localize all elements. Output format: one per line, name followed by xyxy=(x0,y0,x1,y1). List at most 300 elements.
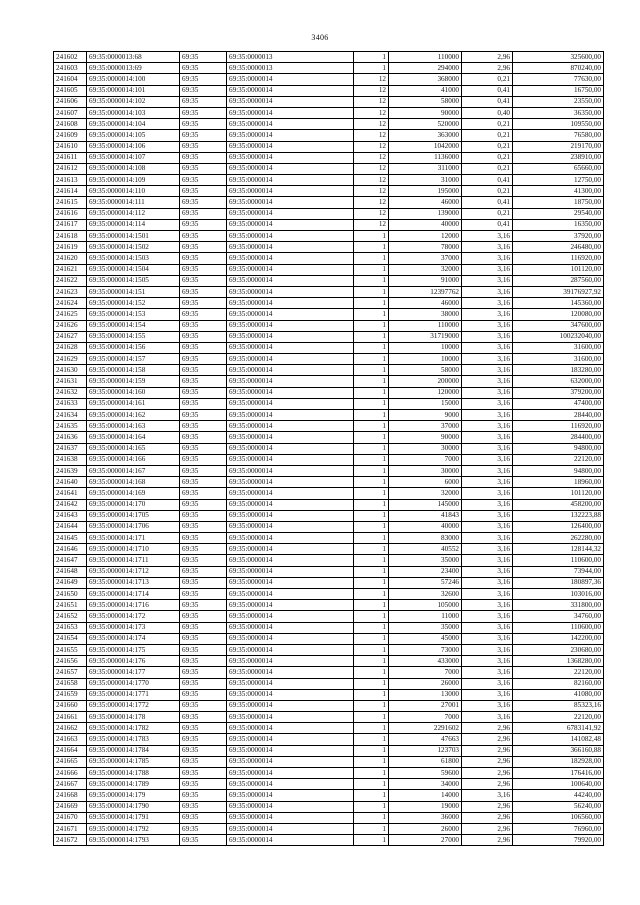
table-row xyxy=(54,700,604,711)
category-cell: 1 xyxy=(354,52,389,63)
region-code-cell: 69:35 xyxy=(180,163,227,174)
table-row xyxy=(54,779,604,790)
area-cell: 61800 xyxy=(389,756,462,767)
row-number-cell: 241648 xyxy=(54,566,87,577)
area-cell: 12397762 xyxy=(389,286,462,297)
row-number-cell: 241617 xyxy=(54,219,87,230)
row-number-cell: 241613 xyxy=(54,175,87,186)
area-cell: 30000 xyxy=(389,443,462,454)
region-code-cell: 69:35 xyxy=(180,633,227,644)
region-code-cell: 69:35 xyxy=(180,152,227,163)
area-cell: 35000 xyxy=(389,622,462,633)
cadastral-number-cell: 69:35:0000014:1783 xyxy=(87,734,180,745)
area-cell: 363000 xyxy=(389,130,462,141)
area-cell: 59600 xyxy=(389,768,462,779)
category-cell: 1 xyxy=(354,577,389,588)
region-code-cell: 69:35 xyxy=(180,756,227,767)
cadastral-value-cell: 18750,00 xyxy=(513,197,604,208)
area-cell: 41843 xyxy=(389,510,462,521)
row-number-cell: 241631 xyxy=(54,376,87,387)
table-row xyxy=(54,577,604,588)
area-cell: 1042000 xyxy=(389,141,462,152)
region-code-cell: 69:35 xyxy=(180,175,227,186)
cadastral-number-cell: 69:35:0000014:102 xyxy=(87,96,180,107)
category-cell: 12 xyxy=(354,175,389,186)
region-code-cell: 69:35 xyxy=(180,298,227,309)
category-cell: 1 xyxy=(354,700,389,711)
cadastral-value-cell: 109550,00 xyxy=(513,119,604,130)
area-cell: 37000 xyxy=(389,421,462,432)
rate-cell: 3,16 xyxy=(462,398,513,409)
category-cell: 1 xyxy=(354,533,389,544)
cadastral-value-cell: 128144,32 xyxy=(513,544,604,555)
table-row xyxy=(54,801,604,812)
rate-cell: 3,16 xyxy=(462,342,513,353)
row-number-cell: 241646 xyxy=(54,544,87,555)
table-row xyxy=(54,432,604,443)
cadastral-value-cell: 238910,00 xyxy=(513,152,604,163)
cadastral-block-cell: 69:35:0000014 xyxy=(227,656,354,667)
row-number-cell: 241625 xyxy=(54,309,87,320)
table-row xyxy=(54,521,604,532)
category-cell: 12 xyxy=(354,186,389,197)
cadastral-block-cell: 69:35:0000014 xyxy=(227,510,354,521)
table-row xyxy=(54,745,604,756)
category-cell: 12 xyxy=(354,141,389,152)
category-cell: 1 xyxy=(354,309,389,320)
cadastral-block-cell: 69:35:0000014 xyxy=(227,566,354,577)
area-cell: 13000 xyxy=(389,689,462,700)
region-code-cell: 69:35 xyxy=(180,823,227,834)
cadastral-value-cell: 22120,00 xyxy=(513,454,604,465)
area-cell: 123703 xyxy=(389,745,462,756)
cadastral-number-cell: 69:35:0000014:179 xyxy=(87,790,180,801)
category-cell: 1 xyxy=(354,231,389,242)
cadastral-value-cell: 110600,00 xyxy=(513,622,604,633)
cadastral-value-cell: 145360,00 xyxy=(513,298,604,309)
table-row xyxy=(54,835,604,846)
cadastral-value-cell: 141082,48 xyxy=(513,734,604,745)
cadastral-block-cell: 69:35:0000014 xyxy=(227,712,354,723)
table-row xyxy=(54,410,604,421)
cadastral-number-cell: 69:35:0000014:1711 xyxy=(87,555,180,566)
rate-cell: 0,21 xyxy=(462,186,513,197)
table-row xyxy=(54,286,604,297)
region-code-cell: 69:35 xyxy=(180,555,227,566)
cadastral-block-cell: 69:35:0000014 xyxy=(227,544,354,555)
area-cell: 40000 xyxy=(389,219,462,230)
rate-cell: 0,41 xyxy=(462,96,513,107)
cadastral-block-cell: 69:35:0000014 xyxy=(227,622,354,633)
table-row xyxy=(54,309,604,320)
region-code-cell: 69:35 xyxy=(180,835,227,846)
area-cell: 37000 xyxy=(389,253,462,264)
cadastral-number-cell: 69:35:0000014:1789 xyxy=(87,779,180,790)
cadastral-number-cell: 69:35:0000014:106 xyxy=(87,141,180,152)
region-code-cell: 69:35 xyxy=(180,611,227,622)
area-cell: 27001 xyxy=(389,700,462,711)
category-cell: 1 xyxy=(354,253,389,264)
cadastral-value-cell: 180897,36 xyxy=(513,577,604,588)
table-row xyxy=(54,264,604,275)
cadastral-value-cell: 76580,00 xyxy=(513,130,604,141)
category-cell: 1 xyxy=(354,678,389,689)
table-row xyxy=(54,633,604,644)
area-cell: 110000 xyxy=(389,320,462,331)
register-table-body xyxy=(54,52,604,846)
region-code-cell: 69:35 xyxy=(180,477,227,488)
row-number-cell: 241667 xyxy=(54,779,87,790)
table-row xyxy=(54,533,604,544)
area-cell: 31000 xyxy=(389,175,462,186)
cadastral-block-cell: 69:35:0000014 xyxy=(227,186,354,197)
area-cell: 40000 xyxy=(389,521,462,532)
cadastral-value-cell: 12750,00 xyxy=(513,175,604,186)
cadastral-number-cell: 69:35:0000014:177 xyxy=(87,667,180,678)
table-row xyxy=(54,712,604,723)
cadastral-number-cell: 69:35:0000014:1770 xyxy=(87,678,180,689)
cadastral-value-cell: 65660,00 xyxy=(513,163,604,174)
cadastral-value-cell: 23550,00 xyxy=(513,96,604,107)
region-code-cell: 69:35 xyxy=(180,63,227,74)
rate-cell: 3,16 xyxy=(462,577,513,588)
rate-cell: 3,16 xyxy=(462,510,513,521)
table-row xyxy=(54,52,604,63)
category-cell: 1 xyxy=(354,465,389,476)
area-cell: 23400 xyxy=(389,566,462,577)
cadastral-value-cell: 142200,00 xyxy=(513,633,604,644)
cadastral-value-cell: 101120,00 xyxy=(513,488,604,499)
table-row xyxy=(54,275,604,286)
cadastral-number-cell: 69:35:0000014:174 xyxy=(87,633,180,644)
table-row xyxy=(54,477,604,488)
cadastral-block-cell: 69:35:0000014 xyxy=(227,521,354,532)
row-number-cell: 241644 xyxy=(54,521,87,532)
category-cell: 1 xyxy=(354,544,389,555)
category-cell: 1 xyxy=(354,555,389,566)
table-row xyxy=(54,96,604,107)
cadastral-number-cell: 69:35:0000014:112 xyxy=(87,208,180,219)
cadastral-block-cell: 69:35:0000014 xyxy=(227,219,354,230)
region-code-cell: 69:35 xyxy=(180,410,227,421)
table-row xyxy=(54,365,604,376)
row-number-cell: 241620 xyxy=(54,253,87,264)
row-number-cell: 241626 xyxy=(54,320,87,331)
rate-cell: 3,16 xyxy=(462,443,513,454)
rate-cell: 3,16 xyxy=(462,309,513,320)
table-row xyxy=(54,689,604,700)
table-row xyxy=(54,152,604,163)
cadastral-number-cell: 69:35:0000014:165 xyxy=(87,443,180,454)
rate-cell: 3,16 xyxy=(462,644,513,655)
cadastral-value-cell: 82160,00 xyxy=(513,678,604,689)
category-cell: 12 xyxy=(354,107,389,118)
cadastral-block-cell: 69:35:0000014 xyxy=(227,175,354,186)
cadastral-block-cell: 69:35:0000014 xyxy=(227,141,354,152)
region-code-cell: 69:35 xyxy=(180,130,227,141)
cadastral-block-cell: 69:35:0000014 xyxy=(227,96,354,107)
rate-cell: 3,16 xyxy=(462,242,513,253)
area-cell: 90000 xyxy=(389,432,462,443)
cadastral-value-cell: 16750,00 xyxy=(513,85,604,96)
row-number-cell: 241628 xyxy=(54,342,87,353)
row-number-cell: 241621 xyxy=(54,264,87,275)
table-row xyxy=(54,376,604,387)
table-row xyxy=(54,331,604,342)
area-cell: 32000 xyxy=(389,264,462,275)
rate-cell: 2,96 xyxy=(462,779,513,790)
area-cell: 110000 xyxy=(389,52,462,63)
area-cell: 12000 xyxy=(389,231,462,242)
table-row xyxy=(54,242,604,253)
cadastral-value-cell: 6783141,92 xyxy=(513,723,604,734)
table-row xyxy=(54,175,604,186)
region-code-cell: 69:35 xyxy=(180,577,227,588)
region-code-cell: 69:35 xyxy=(180,253,227,264)
cadastral-number-cell: 69:35:0000014:108 xyxy=(87,163,180,174)
region-code-cell: 69:35 xyxy=(180,398,227,409)
area-cell: 32000 xyxy=(389,488,462,499)
region-code-cell: 69:35 xyxy=(180,320,227,331)
table-row xyxy=(54,667,604,678)
region-code-cell: 69:35 xyxy=(180,689,227,700)
cadastral-block-cell: 69:35:0000014 xyxy=(227,823,354,834)
cadastral-block-cell: 69:35:0000014 xyxy=(227,264,354,275)
area-cell: 10000 xyxy=(389,354,462,365)
cadastral-block-cell: 69:35:0000014 xyxy=(227,286,354,297)
cadastral-value-cell: 16350,00 xyxy=(513,219,604,230)
rate-cell: 2,96 xyxy=(462,745,513,756)
row-number-cell: 241633 xyxy=(54,398,87,409)
rate-cell: 3,16 xyxy=(462,410,513,421)
cadastral-block-cell: 69:35:0000014 xyxy=(227,678,354,689)
area-cell: 145000 xyxy=(389,499,462,510)
cadastral-number-cell: 69:35:0000014:173 xyxy=(87,622,180,633)
cadastral-number-cell: 69:35:0000014:1501 xyxy=(87,231,180,242)
region-code-cell: 69:35 xyxy=(180,622,227,633)
category-cell: 1 xyxy=(354,63,389,74)
area-cell: 38000 xyxy=(389,309,462,320)
cadastral-block-cell: 69:35:0000014 xyxy=(227,600,354,611)
row-number-cell: 241607 xyxy=(54,107,87,118)
area-cell: 32600 xyxy=(389,589,462,600)
area-cell: 368000 xyxy=(389,74,462,85)
category-cell: 1 xyxy=(354,242,389,253)
row-number-cell: 241669 xyxy=(54,801,87,812)
cadastral-block-cell: 69:35:0000014 xyxy=(227,342,354,353)
area-cell: 15000 xyxy=(389,398,462,409)
table-row xyxy=(54,63,604,74)
rate-cell: 3,16 xyxy=(462,286,513,297)
cadastral-value-cell: 44240,00 xyxy=(513,790,604,801)
cadastral-block-cell: 69:35:0000014 xyxy=(227,387,354,398)
cadastral-block-cell: 69:35:0000014 xyxy=(227,723,354,734)
table-row xyxy=(54,488,604,499)
category-cell: 1 xyxy=(354,566,389,577)
rate-cell: 2,96 xyxy=(462,63,513,74)
cadastral-number-cell: 69:35:0000014:161 xyxy=(87,398,180,409)
region-code-cell: 69:35 xyxy=(180,790,227,801)
area-cell: 7000 xyxy=(389,712,462,723)
table-row xyxy=(54,421,604,432)
cadastral-number-cell: 69:35:0000013:68 xyxy=(87,52,180,63)
region-code-cell: 69:35 xyxy=(180,544,227,555)
region-code-cell: 69:35 xyxy=(180,443,227,454)
rate-cell: 3,16 xyxy=(462,354,513,365)
cadastral-number-cell: 69:35:0000014:1782 xyxy=(87,723,180,734)
cadastral-number-cell: 69:35:0000014:170 xyxy=(87,499,180,510)
cadastral-value-cell: 632000,00 xyxy=(513,376,604,387)
table-row xyxy=(54,823,604,834)
table-row xyxy=(54,354,604,365)
area-cell: 83000 xyxy=(389,533,462,544)
category-cell: 1 xyxy=(354,275,389,286)
cadastral-number-cell: 69:35:0000014:166 xyxy=(87,454,180,465)
rate-cell: 2,96 xyxy=(462,823,513,834)
cadastral-value-cell: 100232040,00 xyxy=(513,331,604,342)
row-number-cell: 241657 xyxy=(54,667,87,678)
cadastral-number-cell: 69:35:0000014:151 xyxy=(87,286,180,297)
table-row xyxy=(54,622,604,633)
cadastral-number-cell: 69:35:0000014:1790 xyxy=(87,801,180,812)
cadastral-block-cell: 69:35:0000014 xyxy=(227,152,354,163)
region-code-cell: 69:35 xyxy=(180,499,227,510)
cadastral-value-cell: 31600,00 xyxy=(513,342,604,353)
cadastral-block-cell: 69:35:0000014 xyxy=(227,130,354,141)
cadastral-value-cell: 29540,00 xyxy=(513,208,604,219)
category-cell: 1 xyxy=(354,801,389,812)
cadastral-value-cell: 37920,00 xyxy=(513,231,604,242)
cadastral-number-cell: 69:35:0000014:160 xyxy=(87,387,180,398)
cadastral-number-cell: 69:35:0000014:1788 xyxy=(87,768,180,779)
cadastral-number-cell: 69:35:0000013:69 xyxy=(87,63,180,74)
cadastral-value-cell: 28440,00 xyxy=(513,410,604,421)
category-cell: 1 xyxy=(354,667,389,678)
row-number-cell: 241624 xyxy=(54,298,87,309)
row-number-cell: 241602 xyxy=(54,52,87,63)
region-code-cell: 69:35 xyxy=(180,421,227,432)
cadastral-number-cell: 69:35:0000014:1705 xyxy=(87,510,180,521)
area-cell: 40552 xyxy=(389,544,462,555)
cadastral-number-cell: 69:35:0000014:1505 xyxy=(87,275,180,286)
rate-cell: 3,16 xyxy=(462,499,513,510)
category-cell: 1 xyxy=(354,589,389,600)
category-cell: 1 xyxy=(354,477,389,488)
rate-cell: 3,16 xyxy=(462,365,513,376)
cadastral-value-cell: 31600,00 xyxy=(513,354,604,365)
cadastral-block-cell: 69:35:0000014 xyxy=(227,577,354,588)
table-row xyxy=(54,107,604,118)
row-number-cell: 241629 xyxy=(54,354,87,365)
rate-cell: 0,41 xyxy=(462,175,513,186)
cadastral-number-cell: 69:35:0000014:153 xyxy=(87,309,180,320)
row-number-cell: 241618 xyxy=(54,231,87,242)
cadastral-value-cell: 331800,00 xyxy=(513,600,604,611)
area-cell: 195000 xyxy=(389,186,462,197)
rate-cell: 0,21 xyxy=(462,74,513,85)
region-code-cell: 69:35 xyxy=(180,488,227,499)
cadastral-value-cell: 183280,00 xyxy=(513,365,604,376)
row-number-cell: 241649 xyxy=(54,577,87,588)
cadastral-value-cell: 47400,00 xyxy=(513,398,604,409)
area-cell: 73000 xyxy=(389,644,462,655)
row-number-cell: 241656 xyxy=(54,656,87,667)
cadastral-number-cell: 69:35:0000014:111 xyxy=(87,197,180,208)
cadastral-block-cell: 69:35:0000013 xyxy=(227,52,354,63)
table-row xyxy=(54,342,604,353)
cadastral-number-cell: 69:35:0000014:1791 xyxy=(87,812,180,823)
row-number-cell: 241605 xyxy=(54,85,87,96)
cadastral-number-cell: 69:35:0000014:1714 xyxy=(87,589,180,600)
cadastral-value-cell: 325600,00 xyxy=(513,52,604,63)
region-code-cell: 69:35 xyxy=(180,342,227,353)
region-code-cell: 69:35 xyxy=(180,734,227,745)
table-row xyxy=(54,465,604,476)
area-cell: 78000 xyxy=(389,242,462,253)
rate-cell: 3,16 xyxy=(462,298,513,309)
category-cell: 12 xyxy=(354,208,389,219)
category-cell: 1 xyxy=(354,398,389,409)
row-number-cell: 241634 xyxy=(54,410,87,421)
rate-cell: 3,16 xyxy=(462,544,513,555)
table-row xyxy=(54,611,604,622)
cadastral-block-cell: 69:35:0000014 xyxy=(227,331,354,342)
cadastral-value-cell: 94800,00 xyxy=(513,465,604,476)
cadastral-block-cell: 69:35:0000014 xyxy=(227,756,354,767)
cadastral-value-cell: 103016,00 xyxy=(513,589,604,600)
cadastral-number-cell: 69:35:0000014:1504 xyxy=(87,264,180,275)
row-number-cell: 241608 xyxy=(54,119,87,130)
cadastral-block-cell: 69:35:0000014 xyxy=(227,443,354,454)
region-code-cell: 69:35 xyxy=(180,521,227,532)
area-cell: 26000 xyxy=(389,678,462,689)
rate-cell: 2,96 xyxy=(462,756,513,767)
category-cell: 12 xyxy=(354,152,389,163)
region-code-cell: 69:35 xyxy=(180,85,227,96)
category-cell: 1 xyxy=(354,510,389,521)
rate-cell: 3,16 xyxy=(462,555,513,566)
cadastral-number-cell: 69:35:0000014:103 xyxy=(87,107,180,118)
region-code-cell: 69:35 xyxy=(180,208,227,219)
cadastral-value-cell: 379200,00 xyxy=(513,387,604,398)
cadastral-number-cell: 69:35:0000014:164 xyxy=(87,432,180,443)
area-cell: 311000 xyxy=(389,163,462,174)
cadastral-value-cell: 77630,00 xyxy=(513,74,604,85)
cadastral-block-cell: 69:35:0000014 xyxy=(227,376,354,387)
region-code-cell: 69:35 xyxy=(180,745,227,756)
cadastral-number-cell: 69:35:0000014:1502 xyxy=(87,242,180,253)
category-cell: 12 xyxy=(354,197,389,208)
area-cell: 120000 xyxy=(389,387,462,398)
rate-cell: 3,16 xyxy=(462,421,513,432)
category-cell: 1 xyxy=(354,723,389,734)
rate-cell: 3,16 xyxy=(462,264,513,275)
cadastral-number-cell: 69:35:0000014:1792 xyxy=(87,823,180,834)
cadastral-number-cell: 69:35:0000014:152 xyxy=(87,298,180,309)
rate-cell: 2,96 xyxy=(462,768,513,779)
area-cell: 35000 xyxy=(389,555,462,566)
row-number-cell: 241609 xyxy=(54,130,87,141)
cadastral-value-cell: 182928,00 xyxy=(513,756,604,767)
category-cell: 1 xyxy=(354,689,389,700)
region-code-cell: 69:35 xyxy=(180,465,227,476)
cadastral-block-cell: 69:35:0000014 xyxy=(227,432,354,443)
area-cell: 90000 xyxy=(389,107,462,118)
area-cell: 34000 xyxy=(389,779,462,790)
category-cell: 1 xyxy=(354,622,389,633)
area-cell: 200000 xyxy=(389,376,462,387)
cadastral-number-cell: 69:35:0000014:1793 xyxy=(87,835,180,846)
